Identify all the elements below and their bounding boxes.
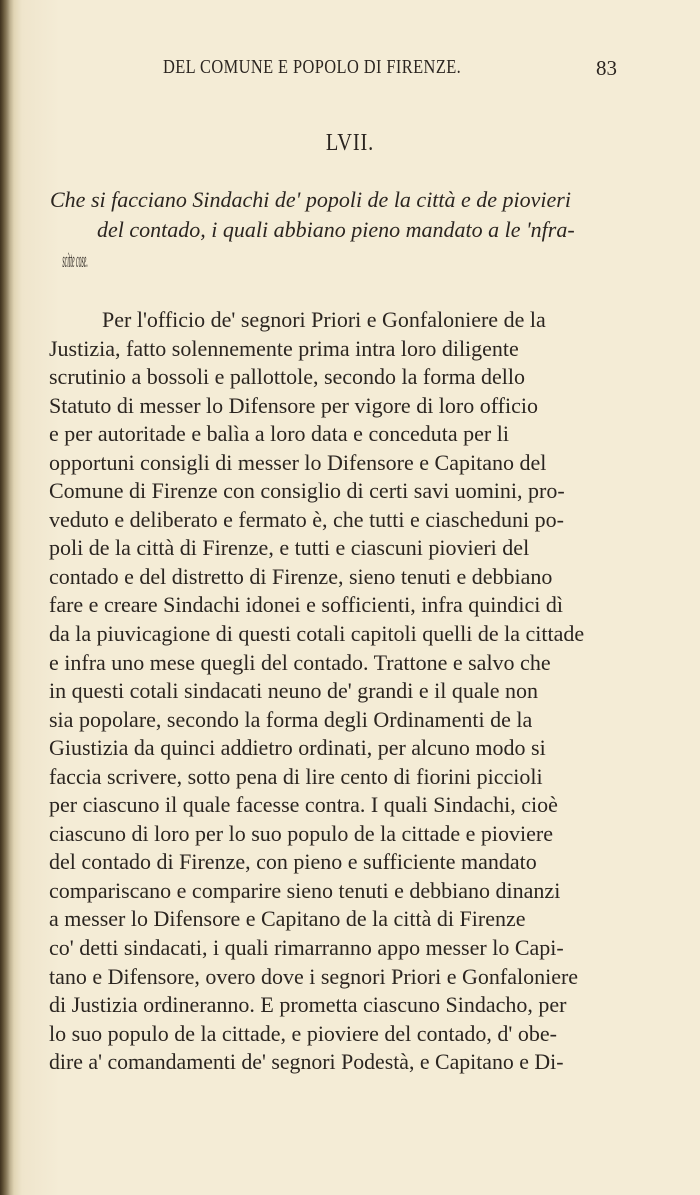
body-line: scrutinio a bossoli e pallottole, secondo la forma dello — [49, 364, 525, 390]
body-line: tano e Difensore, overo dove i segnori Priori e Gonfaloniere — [49, 963, 579, 989]
spine-shadow — [0, 0, 14, 1195]
body-line: e infra uno mese quegli del contado. Trattone e salvo che — [49, 649, 551, 675]
chapter-heading-line: del contado, i quali abbiano pieno mandato a le 'nfra- — [97, 217, 575, 242]
page-number: 83 — [596, 56, 617, 80]
body-line: del contado di Firenze, con pieno e sufficiente mandato — [49, 849, 537, 875]
body-line: dire a' comandamenti de' segnori Podestà, e Capitano e Di- — [49, 1049, 564, 1075]
body-line: lo suo populo de la cittade, e pioviere del contado, d' obe- — [49, 1020, 557, 1046]
body-line: Per l'officio de' segnori Priori e Gonfaloniere de la — [102, 307, 546, 332]
chapter-heading-line: scitte cose. — [62, 247, 88, 272]
body-line: poli de la città di Firenze, e tutti e ciascuni piovieri del — [49, 535, 530, 561]
body-line: ciascuno di loro per lo suo populo de la cittade e pioviere — [49, 820, 554, 846]
body-line: e per autoritade e balìa a loro data e conceduta per li — [49, 421, 509, 447]
body-line: faccia scrivere, sotto pena di lire cento di fiorini piccioli — [49, 763, 543, 789]
body-line: sia popolare, secondo la forma degli Ordinamenti de la — [49, 706, 533, 732]
body-line: opportuni consigli di messer lo Difensore e Capitano del — [49, 449, 547, 475]
body-line: veduto e deliberato e fermato è, che tutti e ciascheduni po- — [49, 506, 564, 532]
body-line: da la piuvicagione di questi cotali capitoli quelli de la cittade — [49, 621, 585, 647]
body-line: Justizia, fatto solennemente prima intra loro diligente — [49, 335, 519, 361]
chapter-heading — [50, 185, 620, 275]
body-line: a messer lo Difensore e Capitano de la città di Firenze — [49, 906, 526, 932]
body-line: per ciascuno il quale facesse contra. I quali Sindachi, cioè — [49, 792, 558, 818]
chapter-number: LVII. — [325, 130, 375, 156]
chapter-heading-line: Che si facciano Sindachi de' popoli de la città e de piovieri — [50, 187, 571, 212]
body-line: co' detti sindacati, i quali rimarranno appo messer lo Capi- — [49, 935, 564, 961]
running-head — [0, 56, 700, 86]
body-line: di Justizia ordineranno. E prometta ciascuno Sindacho, per — [49, 992, 567, 1018]
body-line: in questi cotali sindacati neuno de' grandi e il quale non — [49, 678, 539, 704]
body-line: Giustizia da quinci addietro ordinati, per alcuno modo si — [49, 735, 546, 761]
body-line: fare e creare Sindachi idonei e sofficienti, infra quindici dì — [49, 592, 563, 618]
body-line: Statuto di messer lo Difensore per vigore di loro officio — [49, 392, 538, 418]
running-title: DEL COMUNE E POPOLO DI FIRENZE. — [163, 56, 462, 78]
body-line: compariscano e comparire sieno tenuti e debbiano dinanzi — [49, 877, 561, 903]
body-line: Comune di Firenze con consiglio di certi savi uomini, pro- — [49, 478, 565, 504]
body-line: contado e del distretto di Firenze, sieno tenuti e debbiano — [49, 563, 553, 589]
body-text — [49, 306, 621, 1077]
